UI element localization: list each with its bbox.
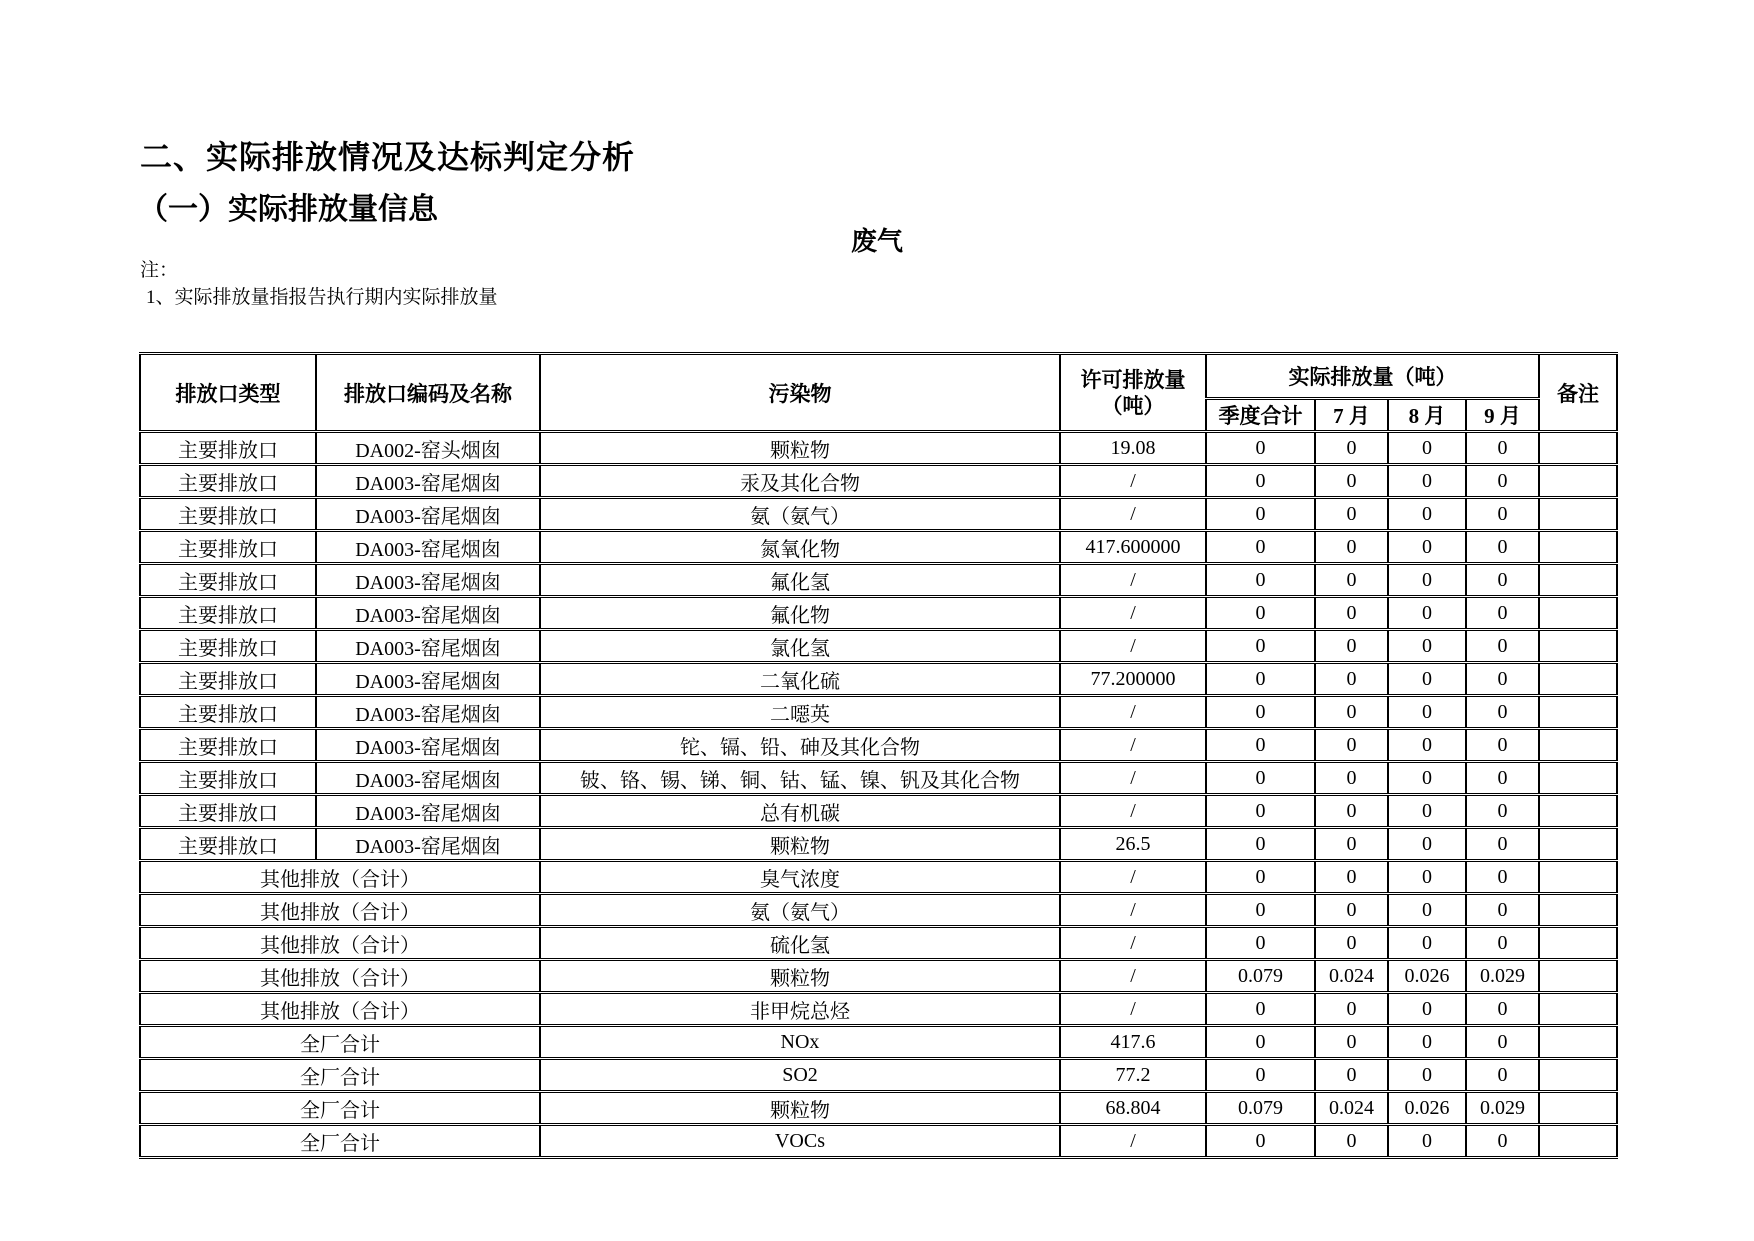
quarter-total-cell: 0 xyxy=(1206,861,1315,894)
month-7-cell: 0 xyxy=(1315,1125,1388,1158)
table-row xyxy=(140,1125,1617,1158)
quarter-total-cell: 0 xyxy=(1206,828,1315,861)
pollutant-cell: 氟化氢 xyxy=(540,564,1060,597)
header-remark: 备注 xyxy=(1539,354,1617,432)
month-7-cell: 0 xyxy=(1315,1059,1388,1092)
month-8-cell: 0 xyxy=(1388,993,1466,1026)
month-9-cell: 0 xyxy=(1466,894,1539,927)
outlet-type-cell: 主要排放口 xyxy=(140,564,316,597)
note-line-1: 1、实际排放量指报告执行期内实际排放量 xyxy=(146,287,498,308)
month-9-cell: 0 xyxy=(1466,1125,1539,1158)
remark-cell xyxy=(1539,861,1617,894)
table-row xyxy=(140,1026,1617,1059)
month-9-cell: 0 xyxy=(1466,762,1539,795)
month-9-cell: 0 xyxy=(1466,1059,1539,1092)
quarter-total-cell: 0 xyxy=(1206,894,1315,927)
table-row xyxy=(140,894,1617,927)
month-7-cell: 0.024 xyxy=(1315,1092,1388,1125)
month-9-cell: 0 xyxy=(1466,828,1539,861)
header-outlet-type: 排放口类型 xyxy=(140,354,316,432)
permitted-amount-cell: / xyxy=(1060,465,1206,498)
month-8-cell: 0 xyxy=(1388,927,1466,960)
quarter-total-cell: 0 xyxy=(1206,597,1315,630)
permitted-amount-cell: 77.2 xyxy=(1060,1059,1206,1092)
month-8-cell: 0 xyxy=(1388,597,1466,630)
pollutant-cell: 铍、铬、锡、锑、铜、钴、锰、镍、钒及其化合物 xyxy=(540,762,1060,795)
permitted-amount-cell: / xyxy=(1060,927,1206,960)
table-row xyxy=(140,564,1617,597)
month-7-cell: 0.024 xyxy=(1315,960,1388,993)
outlet-type-cell: 其他排放（合计） xyxy=(140,861,540,894)
table-row xyxy=(140,993,1617,1026)
permitted-amount-cell: / xyxy=(1060,729,1206,762)
emissions-table-body xyxy=(140,432,1617,1158)
header-quarter-total: 季度合计 xyxy=(1206,399,1315,432)
table-row xyxy=(140,762,1617,795)
outlet-type-cell: 全厂合计 xyxy=(140,1125,540,1158)
pollutant-cell: 颗粒物 xyxy=(540,828,1060,861)
quarter-total-cell: 0 xyxy=(1206,1026,1315,1059)
permitted-amount-cell: / xyxy=(1060,630,1206,663)
table-row xyxy=(140,729,1617,762)
remark-cell xyxy=(1539,927,1617,960)
outlet-code-cell: DA002-窑头烟囱 xyxy=(316,432,540,465)
remark-cell xyxy=(1539,465,1617,498)
outlet-code-cell: DA003-窑尾烟囱 xyxy=(316,663,540,696)
month-7-cell: 0 xyxy=(1315,828,1388,861)
remark-cell xyxy=(1539,1125,1617,1158)
quarter-total-cell: 0 xyxy=(1206,663,1315,696)
table-row xyxy=(140,432,1617,465)
outlet-code-cell: DA003-窑尾烟囱 xyxy=(316,795,540,828)
outlet-code-cell: DA003-窑尾烟囱 xyxy=(316,630,540,663)
outlet-code-cell: DA003-窑尾烟囱 xyxy=(316,531,540,564)
outlet-type-cell: 其他排放（合计） xyxy=(140,993,540,1026)
remark-cell xyxy=(1539,564,1617,597)
month-8-cell: 0.026 xyxy=(1388,1092,1466,1125)
outlet-code-cell: DA003-窑尾烟囱 xyxy=(316,498,540,531)
outlet-type-cell: 主要排放口 xyxy=(140,465,316,498)
quarter-total-cell: 0.079 xyxy=(1206,960,1315,993)
quarter-total-cell: 0 xyxy=(1206,1059,1315,1092)
quarter-total-cell: 0 xyxy=(1206,729,1315,762)
remark-cell xyxy=(1539,960,1617,993)
table-row xyxy=(140,696,1617,729)
quarter-total-cell: 0 xyxy=(1206,993,1315,1026)
month-8-cell: 0 xyxy=(1388,432,1466,465)
outlet-type-cell: 主要排放口 xyxy=(140,696,316,729)
permitted-amount-cell: / xyxy=(1060,795,1206,828)
remark-cell xyxy=(1539,1059,1617,1092)
permitted-amount-cell: 77.200000 xyxy=(1060,663,1206,696)
permitted-amount-cell: 417.600000 xyxy=(1060,531,1206,564)
month-8-cell: 0.026 xyxy=(1388,960,1466,993)
permitted-amount-cell: / xyxy=(1060,498,1206,531)
notes-block xyxy=(140,257,498,311)
pollutant-cell: 氮氧化物 xyxy=(540,531,1060,564)
month-7-cell: 0 xyxy=(1315,663,1388,696)
month-9-cell: 0 xyxy=(1466,663,1539,696)
remark-cell xyxy=(1539,663,1617,696)
month-8-cell: 0 xyxy=(1388,828,1466,861)
month-9-cell: 0.029 xyxy=(1466,960,1539,993)
table-row xyxy=(140,1059,1617,1092)
outlet-type-cell: 主要排放口 xyxy=(140,795,316,828)
waste-gas-title: 废气 xyxy=(850,227,903,256)
header-actual-amount-group: 实际排放量（吨） xyxy=(1206,354,1539,399)
month-9-cell: 0 xyxy=(1466,696,1539,729)
remark-cell xyxy=(1539,762,1617,795)
outlet-code-cell: DA003-窑尾烟囱 xyxy=(316,729,540,762)
permitted-amount-cell: / xyxy=(1060,960,1206,993)
month-9-cell: 0 xyxy=(1466,795,1539,828)
quarter-total-cell: 0 xyxy=(1206,432,1315,465)
quarter-total-cell: 0 xyxy=(1206,465,1315,498)
month-7-cell: 0 xyxy=(1315,762,1388,795)
quarter-total-cell: 0 xyxy=(1206,927,1315,960)
header-pollutant: 污染物 xyxy=(540,354,1060,432)
table-row xyxy=(140,828,1617,861)
table-row xyxy=(140,960,1617,993)
month-8-cell: 0 xyxy=(1388,894,1466,927)
permitted-amount-cell: / xyxy=(1060,696,1206,729)
remark-cell xyxy=(1539,432,1617,465)
month-9-cell: 0 xyxy=(1466,993,1539,1026)
month-9-cell: 0 xyxy=(1466,861,1539,894)
outlet-code-cell: DA003-窑尾烟囱 xyxy=(316,597,540,630)
outlet-code-cell: DA003-窑尾烟囱 xyxy=(316,564,540,597)
outlet-type-cell: 全厂合计 xyxy=(140,1026,540,1059)
remark-cell xyxy=(1539,498,1617,531)
month-7-cell: 0 xyxy=(1315,861,1388,894)
outlet-type-cell: 主要排放口 xyxy=(140,498,316,531)
month-9-cell: 0 xyxy=(1466,564,1539,597)
permitted-amount-cell: / xyxy=(1060,762,1206,795)
pollutant-cell: 颗粒物 xyxy=(540,1092,1060,1125)
outlet-type-cell: 全厂合计 xyxy=(140,1092,540,1125)
pollutant-cell: 二氧化硫 xyxy=(540,663,1060,696)
remark-cell xyxy=(1539,1092,1617,1125)
month-8-cell: 0 xyxy=(1388,729,1466,762)
quarter-total-cell: 0 xyxy=(1206,564,1315,597)
month-8-cell: 0 xyxy=(1388,861,1466,894)
month-8-cell: 0 xyxy=(1388,1125,1466,1158)
header-outlet-code-name: 排放口编码及名称 xyxy=(316,354,540,432)
outlet-type-cell: 全厂合计 xyxy=(140,1059,540,1092)
permitted-amount-cell: 417.6 xyxy=(1060,1026,1206,1059)
pollutant-cell: 总有机碳 xyxy=(540,795,1060,828)
permitted-amount-cell: / xyxy=(1060,564,1206,597)
quarter-total-cell: 0 xyxy=(1206,498,1315,531)
month-7-cell: 0 xyxy=(1315,729,1388,762)
month-8-cell: 0 xyxy=(1388,465,1466,498)
outlet-type-cell: 其他排放（合计） xyxy=(140,960,540,993)
month-9-cell: 0 xyxy=(1466,630,1539,663)
table-row xyxy=(140,663,1617,696)
outlet-code-cell: DA003-窑尾烟囱 xyxy=(316,828,540,861)
month-7-cell: 0 xyxy=(1315,498,1388,531)
month-9-cell: 0 xyxy=(1466,927,1539,960)
permitted-amount-cell: 26.5 xyxy=(1060,828,1206,861)
table-row xyxy=(140,861,1617,894)
permitted-amount-cell: / xyxy=(1060,894,1206,927)
table-row xyxy=(140,1092,1617,1125)
quarter-total-cell: 0 xyxy=(1206,531,1315,564)
pollutant-cell: 非甲烷总烃 xyxy=(540,993,1060,1026)
pollutant-cell: 颗粒物 xyxy=(540,432,1060,465)
quarter-total-cell: 0.079 xyxy=(1206,1092,1315,1125)
month-8-cell: 0 xyxy=(1388,531,1466,564)
header-permitted-amount xyxy=(1060,354,1206,432)
pollutant-cell: 铊、镉、铅、砷及其化合物 xyxy=(540,729,1060,762)
table-row xyxy=(140,597,1617,630)
header-month-9: 9 月 xyxy=(1466,399,1539,432)
month-9-cell: 0 xyxy=(1466,498,1539,531)
remark-cell xyxy=(1539,597,1617,630)
month-8-cell: 0 xyxy=(1388,762,1466,795)
month-7-cell: 0 xyxy=(1315,1026,1388,1059)
outlet-code-cell: DA003-窑尾烟囱 xyxy=(316,465,540,498)
month-8-cell: 0 xyxy=(1388,630,1466,663)
month-9-cell: 0 xyxy=(1466,597,1539,630)
table-row xyxy=(140,927,1617,960)
pollutant-cell: 二噁英 xyxy=(540,696,1060,729)
outlet-type-cell: 主要排放口 xyxy=(140,597,316,630)
remark-cell xyxy=(1539,531,1617,564)
permitted-amount-cell: / xyxy=(1060,597,1206,630)
outlet-type-cell: 主要排放口 xyxy=(140,432,316,465)
remark-cell xyxy=(1539,1026,1617,1059)
pollutant-cell: VOCs xyxy=(540,1125,1060,1158)
month-8-cell: 0 xyxy=(1388,1026,1466,1059)
permitted-amount-cell: / xyxy=(1060,993,1206,1026)
month-9-cell: 0 xyxy=(1466,1026,1539,1059)
outlet-type-cell: 其他排放（合计） xyxy=(140,894,540,927)
quarter-total-cell: 0 xyxy=(1206,762,1315,795)
month-8-cell: 0 xyxy=(1388,795,1466,828)
outlet-type-cell: 主要排放口 xyxy=(140,828,316,861)
month-7-cell: 0 xyxy=(1315,696,1388,729)
remark-cell xyxy=(1539,828,1617,861)
pollutant-cell: 氨（氨气） xyxy=(540,498,1060,531)
header-permitted-amount-line2: （吨） xyxy=(1101,393,1165,418)
remark-cell xyxy=(1539,696,1617,729)
month-7-cell: 0 xyxy=(1315,531,1388,564)
month-8-cell: 0 xyxy=(1388,1059,1466,1092)
month-7-cell: 0 xyxy=(1315,993,1388,1026)
emissions-table xyxy=(139,352,1618,1159)
pollutant-cell: 氯化氢 xyxy=(540,630,1060,663)
remark-cell xyxy=(1539,630,1617,663)
pollutant-cell: SO2 xyxy=(540,1059,1060,1092)
month-8-cell: 0 xyxy=(1388,696,1466,729)
permitted-amount-cell: 68.804 xyxy=(1060,1092,1206,1125)
outlet-type-cell: 主要排放口 xyxy=(140,762,316,795)
table-header xyxy=(140,354,1617,432)
subsection-title: （一）实际排放量信息 xyxy=(138,193,438,226)
pollutant-cell: 汞及其化合物 xyxy=(540,465,1060,498)
month-9-cell: 0 xyxy=(1466,465,1539,498)
pollutant-cell: 颗粒物 xyxy=(540,960,1060,993)
outlet-type-cell: 主要排放口 xyxy=(140,531,316,564)
remark-cell xyxy=(1539,795,1617,828)
quarter-total-cell: 0 xyxy=(1206,1125,1315,1158)
outlet-type-cell: 主要排放口 xyxy=(140,630,316,663)
month-7-cell: 0 xyxy=(1315,597,1388,630)
permitted-amount-cell: 19.08 xyxy=(1060,432,1206,465)
pollutant-cell: 硫化氢 xyxy=(540,927,1060,960)
month-9-cell: 0.029 xyxy=(1466,1092,1539,1125)
outlet-type-cell: 主要排放口 xyxy=(140,729,316,762)
remark-cell xyxy=(1539,894,1617,927)
month-7-cell: 0 xyxy=(1315,630,1388,663)
pollutant-cell: NOx xyxy=(540,1026,1060,1059)
month-9-cell: 0 xyxy=(1466,729,1539,762)
header-month-8: 8 月 xyxy=(1388,399,1466,432)
month-8-cell: 0 xyxy=(1388,564,1466,597)
remark-cell xyxy=(1539,993,1617,1026)
table-row xyxy=(140,465,1617,498)
permitted-amount-cell: / xyxy=(1060,861,1206,894)
header-month-7: 7 月 xyxy=(1315,399,1388,432)
month-7-cell: 0 xyxy=(1315,795,1388,828)
pollutant-cell: 氨（氨气） xyxy=(540,894,1060,927)
month-8-cell: 0 xyxy=(1388,498,1466,531)
note-label: 注： xyxy=(140,260,179,281)
pollutant-cell: 臭气浓度 xyxy=(540,861,1060,894)
table-row xyxy=(140,630,1617,663)
quarter-total-cell: 0 xyxy=(1206,630,1315,663)
month-9-cell: 0 xyxy=(1466,432,1539,465)
table-row xyxy=(140,795,1617,828)
month-7-cell: 0 xyxy=(1315,564,1388,597)
header-permitted-amount-line1: 许可排放量 xyxy=(1080,367,1186,392)
quarter-total-cell: 0 xyxy=(1206,795,1315,828)
section-title: 二、实际排放情况及达标判定分析 xyxy=(140,138,636,176)
table-row xyxy=(140,498,1617,531)
month-7-cell: 0 xyxy=(1315,927,1388,960)
pollutant-cell: 氟化物 xyxy=(540,597,1060,630)
quarter-total-cell: 0 xyxy=(1206,696,1315,729)
outlet-code-cell: DA003-窑尾烟囱 xyxy=(316,696,540,729)
outlet-type-cell: 主要排放口 xyxy=(140,663,316,696)
permitted-amount-cell: / xyxy=(1060,1125,1206,1158)
month-7-cell: 0 xyxy=(1315,432,1388,465)
month-7-cell: 0 xyxy=(1315,894,1388,927)
remark-cell xyxy=(1539,729,1617,762)
outlet-type-cell: 其他排放（合计） xyxy=(140,927,540,960)
month-8-cell: 0 xyxy=(1388,663,1466,696)
table-row xyxy=(140,531,1617,564)
outlet-code-cell: DA003-窑尾烟囱 xyxy=(316,762,540,795)
month-9-cell: 0 xyxy=(1466,531,1539,564)
month-7-cell: 0 xyxy=(1315,465,1388,498)
